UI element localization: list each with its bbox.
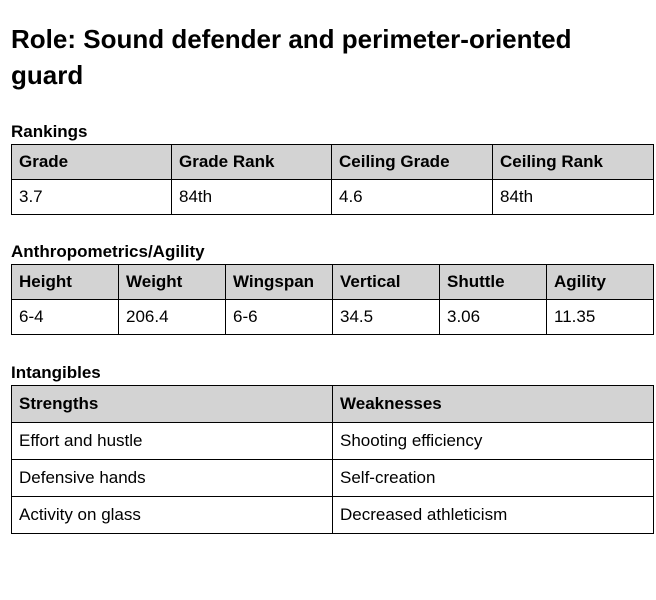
vertical-value: 34.5 xyxy=(333,300,440,335)
weight-value: 206.4 xyxy=(119,300,226,335)
anthropometrics-section-label: Anthropometrics/Agility xyxy=(11,242,205,261)
column-header-weaknesses: Weaknesses xyxy=(333,386,654,423)
column-header-agility: Agility xyxy=(547,265,654,300)
column-header-ceiling-grade: Ceiling Grade xyxy=(332,145,493,180)
column-header-vertical: Vertical xyxy=(333,265,440,300)
table-header-row xyxy=(12,145,654,180)
column-header-strengths: Strengths xyxy=(12,386,333,423)
intangibles-section-label: Intangibles xyxy=(11,363,101,382)
table-row xyxy=(12,460,654,497)
column-header-shuttle: Shuttle xyxy=(440,265,547,300)
agility-value: 11.35 xyxy=(547,300,654,335)
weakness-item: Self-creation xyxy=(333,460,654,497)
table-row xyxy=(12,300,654,335)
rankings-table xyxy=(11,144,654,215)
ceiling-rank-value: 84th xyxy=(493,180,654,215)
strength-item: Effort and hustle xyxy=(12,423,333,460)
column-header-ceiling-rank: Ceiling Rank xyxy=(493,145,654,180)
grade-value: 3.7 xyxy=(12,180,172,215)
shuttle-value: 3.06 xyxy=(440,300,547,335)
table-row xyxy=(12,423,654,460)
scouting-report xyxy=(11,0,653,534)
page-title: Role: Sound defender and perimeter-oriented guard xyxy=(11,24,572,90)
table-row xyxy=(12,497,654,534)
table-header-row xyxy=(12,386,654,423)
weakness-item: Decreased athleticism xyxy=(333,497,654,534)
anthropometrics-table xyxy=(11,264,654,335)
column-header-weight: Weight xyxy=(119,265,226,300)
ceiling-grade-value: 4.6 xyxy=(332,180,493,215)
grade-rank-value: 84th xyxy=(172,180,332,215)
table-row xyxy=(12,180,654,215)
column-header-grade-rank: Grade Rank xyxy=(172,145,332,180)
column-header-grade: Grade xyxy=(12,145,172,180)
table-header-row xyxy=(12,265,654,300)
strength-item: Defensive hands xyxy=(12,460,333,497)
column-header-height: Height xyxy=(12,265,119,300)
strength-item: Activity on glass xyxy=(12,497,333,534)
intangibles-table xyxy=(11,385,654,534)
weakness-item: Shooting efficiency xyxy=(333,423,654,460)
column-header-wingspan: Wingspan xyxy=(226,265,333,300)
height-value: 6-4 xyxy=(12,300,119,335)
wingspan-value: 6-6 xyxy=(226,300,333,335)
rankings-section-label: Rankings xyxy=(11,122,88,141)
